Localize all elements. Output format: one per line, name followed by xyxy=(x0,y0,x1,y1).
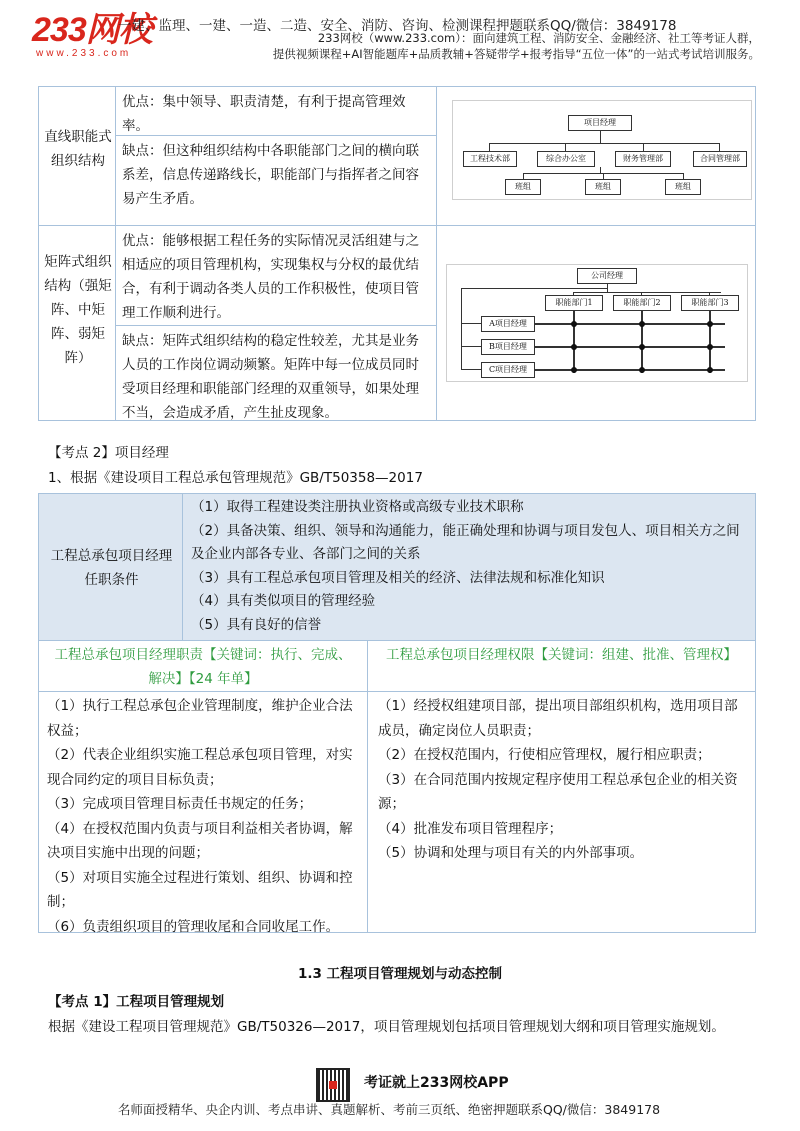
chart-dept-box: 工程技术部 xyxy=(463,151,517,167)
pro-cell xyxy=(115,86,437,136)
power-item: （3）在合同范围内按规定程序使用工程总承包企业的相关资源； xyxy=(378,771,738,812)
chart-top-box: 公司经理 xyxy=(577,268,637,284)
chart-pm-box: B项目经理 xyxy=(481,339,535,355)
duty-item: （3）完成项目管理目标责任书规定的任务； xyxy=(47,796,313,812)
condition-label-cell xyxy=(38,493,183,641)
condition-item: （5）具有良好的信誉 xyxy=(191,616,322,633)
duty-item: （2）代表企业组织实施工程总承包项目管理，对实现合同约定的项目目标负责； xyxy=(47,747,353,788)
chart-dept-box: 合同管理部 xyxy=(693,151,747,167)
section-subtitle: 1、根据《建设项目工程总承包管理规范》GB/T50358—2017 xyxy=(48,470,423,486)
condition-item: （3）具有工程总承包项目管理及相关的经济、法律法规和标准化知识 xyxy=(191,569,605,586)
power-header: 工程总承包项目经理权限【关键词：组建、批准、管理权】 xyxy=(386,647,737,663)
org-type-name: 矩阵式组织结构（强矩阵、中矩阵、弱矩阵） xyxy=(44,254,112,366)
chart-pm-box: A项目经理 xyxy=(481,316,535,332)
logo-url: www.233.com xyxy=(36,48,132,59)
duty-item: （5）对项目实施全过程进行策划、组织、协调和控制； xyxy=(47,869,353,910)
logo-text: 233网校 xyxy=(32,11,152,49)
condition-item: （2）具备决策、组织、领导和沟通能力，能正确处理和协调与项目发包人、项目相关方之间及企业内部各专业、各部门之间的关系 xyxy=(191,522,740,562)
duty-item: （6）负责组织项目的管理收尾和合同收尾工作。 xyxy=(47,918,340,935)
chart-dept-box: 职能部门2 xyxy=(613,295,671,311)
footer-contact: 名师面授精华、央企内训、考点串讲、真题解析、考前三页纸、绝密押题联系QQ/微信：3849178 xyxy=(118,1102,661,1117)
chart-team-box: 班组 xyxy=(505,179,541,195)
header-intro-line: 233网校（www.233.com）：面向建筑工程、消防安全、金融经济、社工等考证人群， xyxy=(317,31,760,45)
chart-top-box: 项目经理 xyxy=(568,115,632,131)
header-service-line: 提供视频课程+AI智能题库+品质教辅+答疑带学+报考指导“五位一体”的一站式考试培训服务。 xyxy=(272,47,760,61)
header-contact-line: 一建、监理、一建、一造、二造、安全、消防、咨询、检测课程押题联系QQ/微信：3849178 xyxy=(118,18,677,34)
power-item: （4）批准发布项目管理程序； xyxy=(378,820,563,837)
matrix-org-chart xyxy=(446,264,748,382)
chart-team-box: 班组 xyxy=(665,179,701,195)
body-paragraph: 根据《建设工程项目管理规范》GB/T50326—2017，项目管理规划包括项目管理规划大纲和项目管理实施规划。 xyxy=(48,1019,725,1035)
chart-dept-box: 职能部门3 xyxy=(681,295,739,311)
condition-label: 工程总承包项目经理任职条件 xyxy=(50,548,173,588)
power-item: （2）在授权范围内，行使相应管理权，履行相应职责； xyxy=(378,747,711,763)
org-type-name: 直线职能式 组织结构 xyxy=(44,129,112,169)
con-text: 缺点：但这种组织结构中各职能部门之间的横向联系差，信息传递路线长，职能部门与指挥者之间容易产生矛盾。 xyxy=(122,143,419,207)
chapter-heading: 1.3 工程项目管理规划与动态控制 xyxy=(297,966,503,982)
qr-code-icon[interactable] xyxy=(316,1068,350,1102)
con-cell xyxy=(115,325,437,421)
row-name-cell xyxy=(38,225,116,421)
con-text: 缺点：矩阵式组织结构的稳定性较差，尤其是业务人员的工作岗位调动频繁。矩阵中每一位成员同时受项目经理和职能部门经理的双重领导，如果处理不当，会造成矛盾，产生扯皮现象。 xyxy=(122,333,419,421)
row-name-cell xyxy=(38,86,116,226)
section-title: 【考点 2】项目经理 xyxy=(48,445,169,461)
chart-team-box: 班组 xyxy=(585,179,621,195)
chart-dept-box: 职能部门1 xyxy=(545,295,603,311)
chart-dept-box: 综合办公室 xyxy=(537,151,595,167)
chart-dept-box: 财务管理部 xyxy=(615,151,671,167)
duties-cell xyxy=(38,691,368,933)
duty-item: （4）在授权范围内负责与项目利益相关者协调，解决项目实施中出现的问题； xyxy=(47,820,353,861)
pro-cell xyxy=(115,225,437,326)
power-item: （1）经授权组建项目部，提出项目部组织机构，选用项目部成员，确定岗位人员职责； xyxy=(378,698,738,739)
power-header-cell xyxy=(367,640,756,692)
powers-cell xyxy=(367,691,756,933)
condition-item: （4）具有类似项目的管理经验 xyxy=(191,593,376,609)
line-functional-org-chart xyxy=(452,100,752,200)
power-item: （5）协调和处理与项目有关的内外部事项。 xyxy=(378,845,644,861)
conditions-cell xyxy=(182,493,756,641)
pro-text: 优点：集中领导、职责清楚，有利于提高管理效率。 xyxy=(122,94,406,134)
footer-app-promo: 考证就上233网校APP xyxy=(364,1075,509,1091)
duty-item: （1）执行工程总承包企业管理制度，维护企业合法权益； xyxy=(47,698,353,739)
pro-text: 优点：能够根据工程任务的实际情况灵活组建与之相适应的项目管理机构，实现集权与分权的最优结合，有利于调动各类人员的工作积极性，使项目管理工作顺利进行。 xyxy=(122,233,419,321)
chart-pm-box: C项目经理 xyxy=(481,362,535,378)
condition-item: （1）取得工程建设类注册执业资格或高级专业技术职称 xyxy=(191,499,524,515)
duty-header-cell xyxy=(38,640,368,692)
page-header xyxy=(0,0,800,80)
duty-header: 工程总承包项目经理职责【关键词：执行、完成、解决】【24 年单】 xyxy=(54,647,352,687)
point-heading: 【考点 1】工程项目管理规划 xyxy=(48,994,225,1010)
con-cell xyxy=(115,135,437,226)
